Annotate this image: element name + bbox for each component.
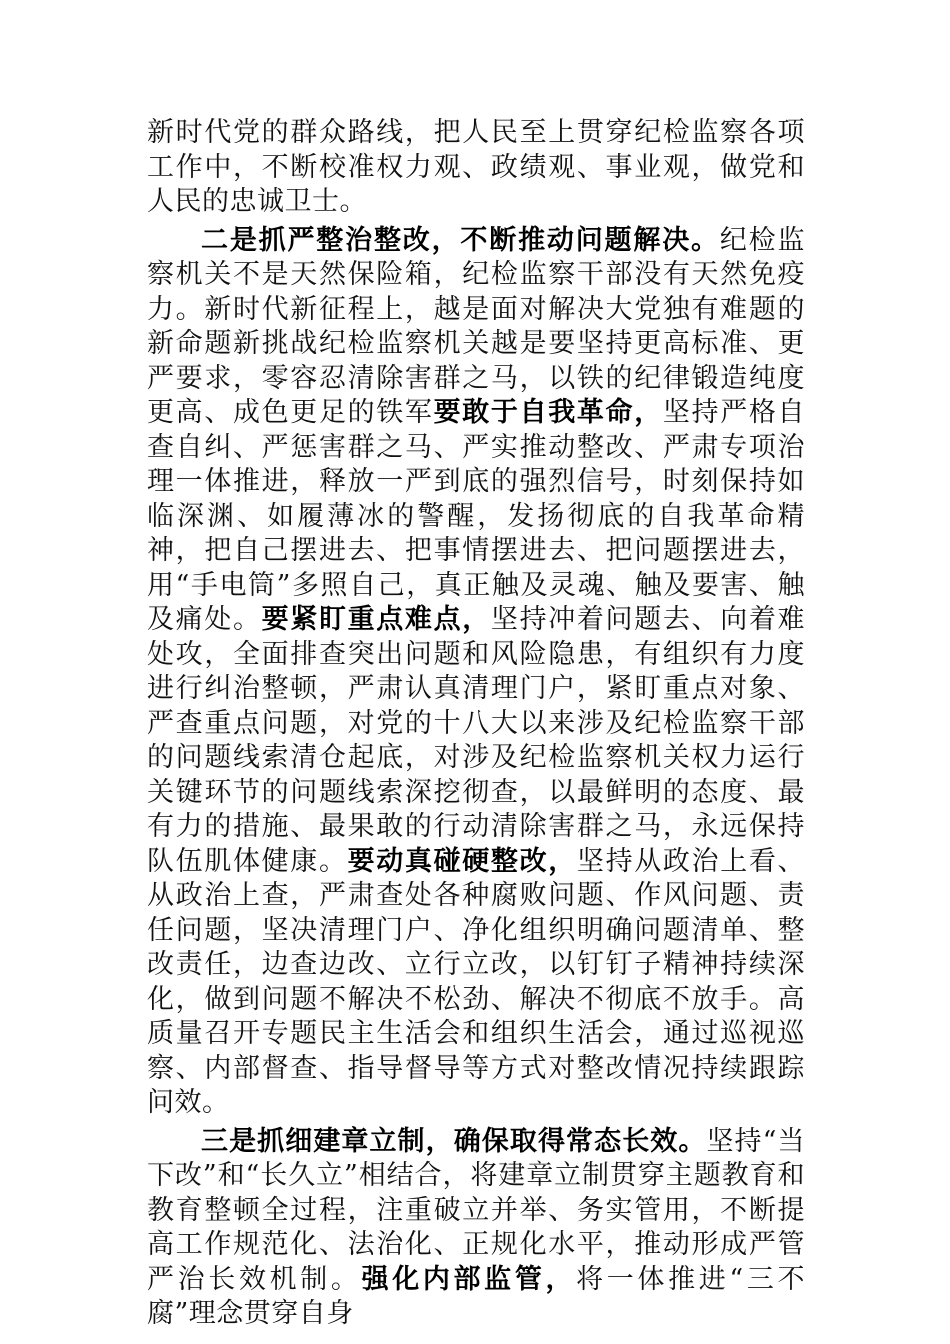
- paragraph-3-text-a: 坚持“当下改”和“长久立”相结合，将建章立制贯穿主题教育和教育整顿全过程，注重破立并举、务实管用，不断提高工作规范化、法治化、正规化水平，推动形成严管严治长效机制。: [147, 1125, 805, 1295]
- subpoint-internal-supervision: 强化内部监管，: [361, 1263, 577, 1295]
- paragraph-3: [147, 1125, 805, 1332]
- subpoint-key-difficulties: 要紧盯重点难点，: [261, 604, 491, 635]
- heading-point-three: 三是抓细建章立制，确保取得常态长效。: [201, 1125, 707, 1157]
- paragraph-1-text: 新时代党的群众路线，把人民至上贯穿纪检监察各项工作中，不断校准权力观、政绩观、事业观，做党和人民的忠诚卫士。: [147, 117, 805, 217]
- paragraph-3-text-b: 将一体推进“三不腐”理念贯穿自身: [147, 1263, 805, 1329]
- paragraph-2-text-c: 坚持冲着问题去、向着难处攻，全面排查突出问题和风险隐患，有组织有力度进行纠治整顿，严肃认真清理门户，紧盯重点对象、严查重点问题，对党的十八大以来涉及纪检监察干部的问题线索清仓起底，对涉及纪检监察机关权力运行关键环节的问题线索深挖彻查，以最鲜明的态度、最有力的措施、最果敢的行动清除害群之马，永远保持队伍肌体健康。: [147, 604, 806, 877]
- subpoint-rectification: 要动真碰硬整改，: [347, 845, 577, 877]
- paragraph-1: [147, 116, 805, 220]
- paragraph-2-text-a: 纪检监察机关不是天然保险箱，纪检监察干部没有天然免疫力。新时代新征程上，越是面对解决大党独有难题的新命题新挑战纪检监察机关越是要坚持更高标准、更严要求，零容忍清除害群之马，以铁的纪律锻造纯度更高、成色更足的铁军: [147, 224, 806, 428]
- paragraph-2-text-b: 坚持严格自查自纠、严惩害群之马、严实推动整改、严肃专项治理一体推进，释放一严到底的强烈信号，时刻保持如临深渊、如履薄冰的警醒，发扬彻底的自我革命精神，把自己摆进去、把事情摆进去、把问题摆进去，用“手电筒”多照自己，真正触及灵魂、触及要害、触及痛处。: [147, 397, 806, 635]
- subpoint-self-revolution: 要敢于自我革命，: [433, 397, 663, 428]
- paragraph-2: [147, 224, 805, 1121]
- document-body: [147, 116, 805, 1336]
- paragraph-2-text-d: 坚持从政治上看、从政治上查，严肃查处各种腐败问题、作风问题、责任问题，坚决清理门户、净化组织明确问题清单、整改责任，边查边改、立行立改，以钉钉子精神持续深化，做到问题不解决不松劲、解决不彻底不放手。高质量召开专题民主生活会和组织生活会，通过巡视巡察、内部督查、指导督导等方式对整改情况持续跟踪问效。: [147, 845, 806, 1118]
- heading-point-two: 二是抓严整治整改，不断推动问题解决。: [201, 224, 720, 256]
